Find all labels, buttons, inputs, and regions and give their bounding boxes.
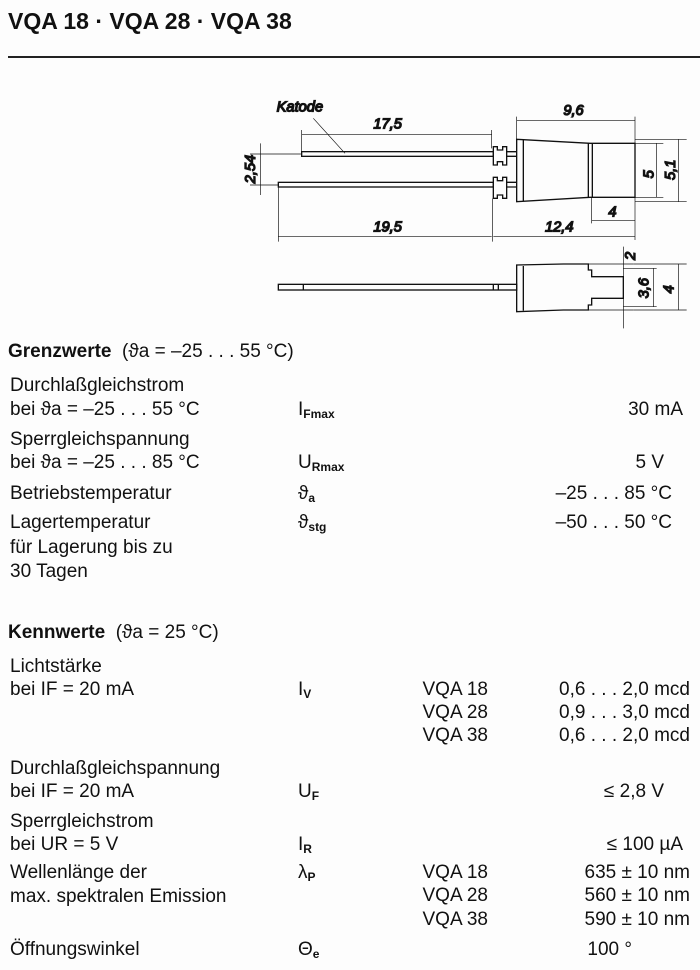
type: VQA 28 [422, 885, 488, 906]
dim-19-5: 19,5 [373, 219, 402, 236]
value: 590 ± 10 nm [584, 909, 690, 930]
label: max. spektralen Emission [10, 886, 227, 907]
symbol [298, 399, 335, 425]
symbol-text: ϑ [298, 483, 309, 504]
heading-condition: (ϑa = 25 °C) [115, 622, 219, 643]
heading-condition: (ϑa = –25 . . . 55 °C) [122, 341, 294, 362]
dim-9-6: 9,6 [563, 103, 584, 119]
symbol-sub: stg [308, 520, 327, 534]
value: 635 ± 10 nm [584, 862, 690, 883]
symbol [298, 679, 311, 705]
symbol-sub: P [307, 870, 316, 884]
heading-text: Grenzwerte [8, 341, 112, 362]
symbol-sub: Rmax [311, 460, 345, 474]
side-lead [278, 284, 516, 290]
symbol-sub: e [312, 947, 320, 961]
label: Sperrgleichspannung [10, 429, 190, 450]
cathode-label: Katode [276, 99, 324, 116]
symbol-text: I [298, 679, 304, 700]
side-body [517, 264, 624, 312]
symbol-sub: a [308, 491, 316, 505]
value: 0,9 . . . 3,0 mcd [559, 702, 690, 723]
dim-2-54: 2,54 [243, 154, 259, 184]
led-body [517, 139, 635, 201]
dim-4-top: 4 [608, 204, 617, 221]
cathode-lead [302, 152, 494, 157]
symbol-sub: V [303, 687, 312, 701]
symbol-text: I [298, 399, 304, 420]
label: Durchlaßgleichstrom [10, 375, 185, 396]
title-rule [8, 56, 700, 58]
label: Wellenlänge der [10, 862, 147, 883]
label: Öffnungswinkel [10, 939, 140, 960]
label: 30 Tagen [10, 561, 88, 582]
label: Lichtstärke [10, 656, 102, 677]
value: ≤ 100 µA [606, 834, 683, 855]
value: 30 mA [628, 399, 683, 420]
symbol-sub: Fmax [303, 407, 335, 421]
dim-2: 2 [623, 251, 639, 260]
type: VQA 28 [422, 702, 488, 723]
label: Durchlaßgleichspannung [10, 758, 221, 779]
label: bei IF = 20 mA [10, 781, 135, 802]
label: Betriebstemperatur [10, 483, 172, 504]
label: bei ϑa = –25 . . . 55 °C [10, 399, 200, 420]
dim-3-6: 3,6 [636, 277, 653, 299]
grenzwerte-heading [8, 341, 294, 363]
value: –25 . . . 85 °C [555, 483, 672, 504]
lead-flange [493, 177, 506, 198]
symbol-text: I [298, 834, 304, 855]
label: Sperrgleichstrom [10, 811, 154, 832]
label: bei ϑa = –25 . . . 85 °C [10, 452, 200, 473]
dim-12-4: 12,4 [545, 219, 574, 236]
value: ≤ 2,8 V [603, 781, 664, 802]
label: Lagertemperatur [10, 512, 151, 533]
anode-lead [278, 182, 493, 187]
label: für Lagerung bis zu [10, 537, 173, 558]
symbol [298, 781, 319, 807]
symbol-text: Θ [298, 939, 313, 960]
label: bei UR = 5 V [10, 834, 119, 855]
symbol-text: U [298, 781, 312, 802]
value: 0,6 . . . 2,0 mcd [559, 725, 690, 746]
type: VQA 38 [422, 725, 488, 746]
symbol-text: U [298, 452, 312, 473]
dimension-drawing [230, 90, 690, 330]
label: bei IF = 20 mA [10, 679, 135, 700]
value: 5 V [635, 452, 664, 473]
type: VQA 18 [422, 679, 488, 700]
symbol [298, 512, 326, 538]
dim-5-1: 5,1 [663, 159, 679, 180]
symbol [298, 834, 312, 860]
lead-flange [493, 147, 506, 165]
page-title: VQA 18 · VQA 28 · VQA 38 [8, 8, 292, 34]
symbol [298, 939, 319, 965]
value: –50 . . . 50 °C [555, 512, 672, 533]
value: 0,6 . . . 2,0 mcd [559, 679, 690, 700]
kennwerte-heading [8, 622, 219, 644]
dim-17-5: 17,5 [373, 116, 402, 133]
type: VQA 18 [422, 862, 488, 883]
symbol [298, 862, 316, 888]
dim-4-side: 4 [661, 285, 678, 294]
symbol-sub: R [303, 842, 312, 856]
value: 100 ° [587, 939, 632, 960]
dim-5: 5 [641, 170, 658, 179]
value: 560 ± 10 nm [584, 885, 690, 906]
symbol-text: ϑ [298, 512, 309, 533]
heading-text: Kennwerte [8, 622, 106, 643]
type: VQA 38 [422, 909, 488, 930]
symbol [298, 483, 315, 509]
symbol-text: λ [298, 862, 308, 883]
symbol [298, 452, 344, 478]
symbol-sub: F [311, 789, 320, 803]
